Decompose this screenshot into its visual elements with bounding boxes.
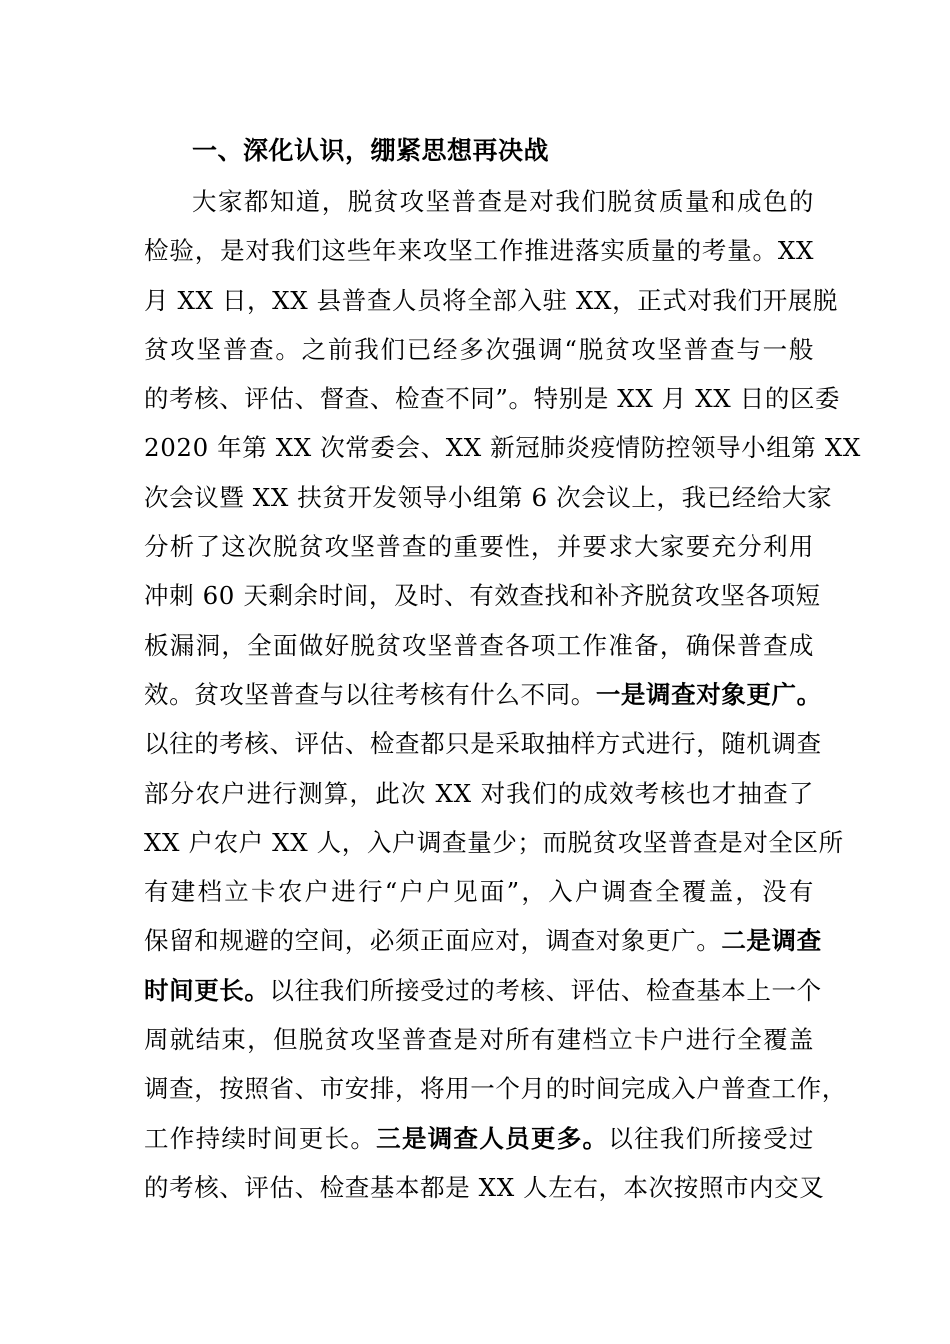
text-line bbox=[144, 1163, 825, 1212]
text-segment: 调查，按照省、市安排，将用一个月的时间完成入户普查工作， bbox=[144, 1074, 847, 1104]
text-segment: 以往的考核、评估、检查都只是采取抽样方式进行，随机调查 bbox=[144, 729, 822, 759]
text-segment: 部分农户进行测算，此次 XX 对我们的成效考核也才抽查了 bbox=[144, 778, 814, 808]
text-segment: 有建档立卡农户进行“户户见面”，入户调查全覆盖，没有 bbox=[144, 877, 814, 907]
text-segment: 的考核、评估、督查、检查不同”。特别是 XX 月 XX 日的区委 bbox=[144, 384, 841, 414]
text-line bbox=[144, 522, 814, 571]
bold-text-segment: 时间更长。 bbox=[144, 975, 270, 1005]
bold-text-segment: 二是调查 bbox=[721, 926, 822, 956]
text-line bbox=[144, 226, 814, 275]
text-segment: 以往我们所接受过 bbox=[608, 1123, 814, 1153]
text-line bbox=[144, 423, 861, 472]
text-line bbox=[144, 621, 814, 670]
text-line bbox=[144, 818, 844, 867]
text-segment: 2020 年第 XX 次常委会、XX 新冠肺炎疫情防控领导小组第 XX bbox=[144, 433, 861, 463]
text-line bbox=[144, 177, 814, 226]
text-segment: 分析了这次脱贫攻坚普查的重要性，并要求大家要充分利用 bbox=[144, 532, 814, 562]
text-line bbox=[144, 916, 822, 965]
text-segment: 贫攻坚普查。之前我们已经多次强调“脱贫攻坚普查与一般 bbox=[144, 334, 814, 364]
body-paragraph bbox=[144, 177, 861, 1212]
bold-text-segment: 一是调查对象更广。 bbox=[595, 679, 822, 709]
text-line bbox=[144, 966, 822, 1015]
text-segment: 大家都知道，脱贫攻坚普查是对我们脱贫质量和成色的 bbox=[192, 187, 814, 216]
text-line bbox=[144, 719, 822, 768]
text-line bbox=[144, 571, 821, 620]
text-segment: 保留和规避的空间，必须正面应对，调查对象更广。 bbox=[144, 926, 722, 956]
text-segment: XX 户农户 XX 人，入户调查量少；而脱贫攻坚普查是对全区所 bbox=[144, 827, 844, 857]
text-segment: 的考核、评估、检查基本都是 XX 人左右，本次按照市内交叉 bbox=[144, 1172, 825, 1202]
text-segment: 冲刺 60 天剩余时间，及时、有效查找和补齐脱贫攻坚各项短 bbox=[144, 581, 821, 611]
text-segment: 次会议暨 XX 扶贫开发领导小组第 6 次会议上，我已经给大家 bbox=[144, 482, 833, 512]
text-segment: 工作持续时间更长。 bbox=[144, 1123, 377, 1153]
text-line bbox=[144, 1015, 814, 1064]
text-segment: 周就结束，但脱贫攻坚普查是对所有建档立卡户进行全覆盖 bbox=[144, 1025, 814, 1055]
section-heading: 一、深化认识，绷紧思想再决战 bbox=[192, 136, 550, 165]
text-segment: 效。贫攻坚普查与以往考核有什么不同。 bbox=[144, 679, 596, 709]
text-line bbox=[144, 276, 839, 325]
text-line bbox=[144, 1064, 847, 1113]
text-line bbox=[144, 670, 822, 719]
text-line bbox=[144, 769, 814, 818]
bold-text-segment: 三是调查人员更多。 bbox=[376, 1123, 609, 1153]
text-line bbox=[144, 325, 814, 374]
text-segment: 检验，是对我们这些年来攻坚工作推进落实质量的考量。XX bbox=[144, 236, 814, 266]
text-segment: 以往我们所接受过的考核、评估、检查基本上一个 bbox=[269, 975, 822, 1005]
text-line bbox=[144, 374, 841, 423]
text-line bbox=[144, 473, 833, 522]
text-line bbox=[144, 867, 814, 916]
text-segment: 板漏洞，全面做好脱贫攻坚普查各项工作准备，确保普查成 bbox=[144, 630, 814, 660]
text-segment: 月 XX 日，XX 县普查人员将全部入驻 XX，正式对我们开展脱 bbox=[144, 285, 839, 315]
text-line bbox=[144, 1114, 814, 1163]
